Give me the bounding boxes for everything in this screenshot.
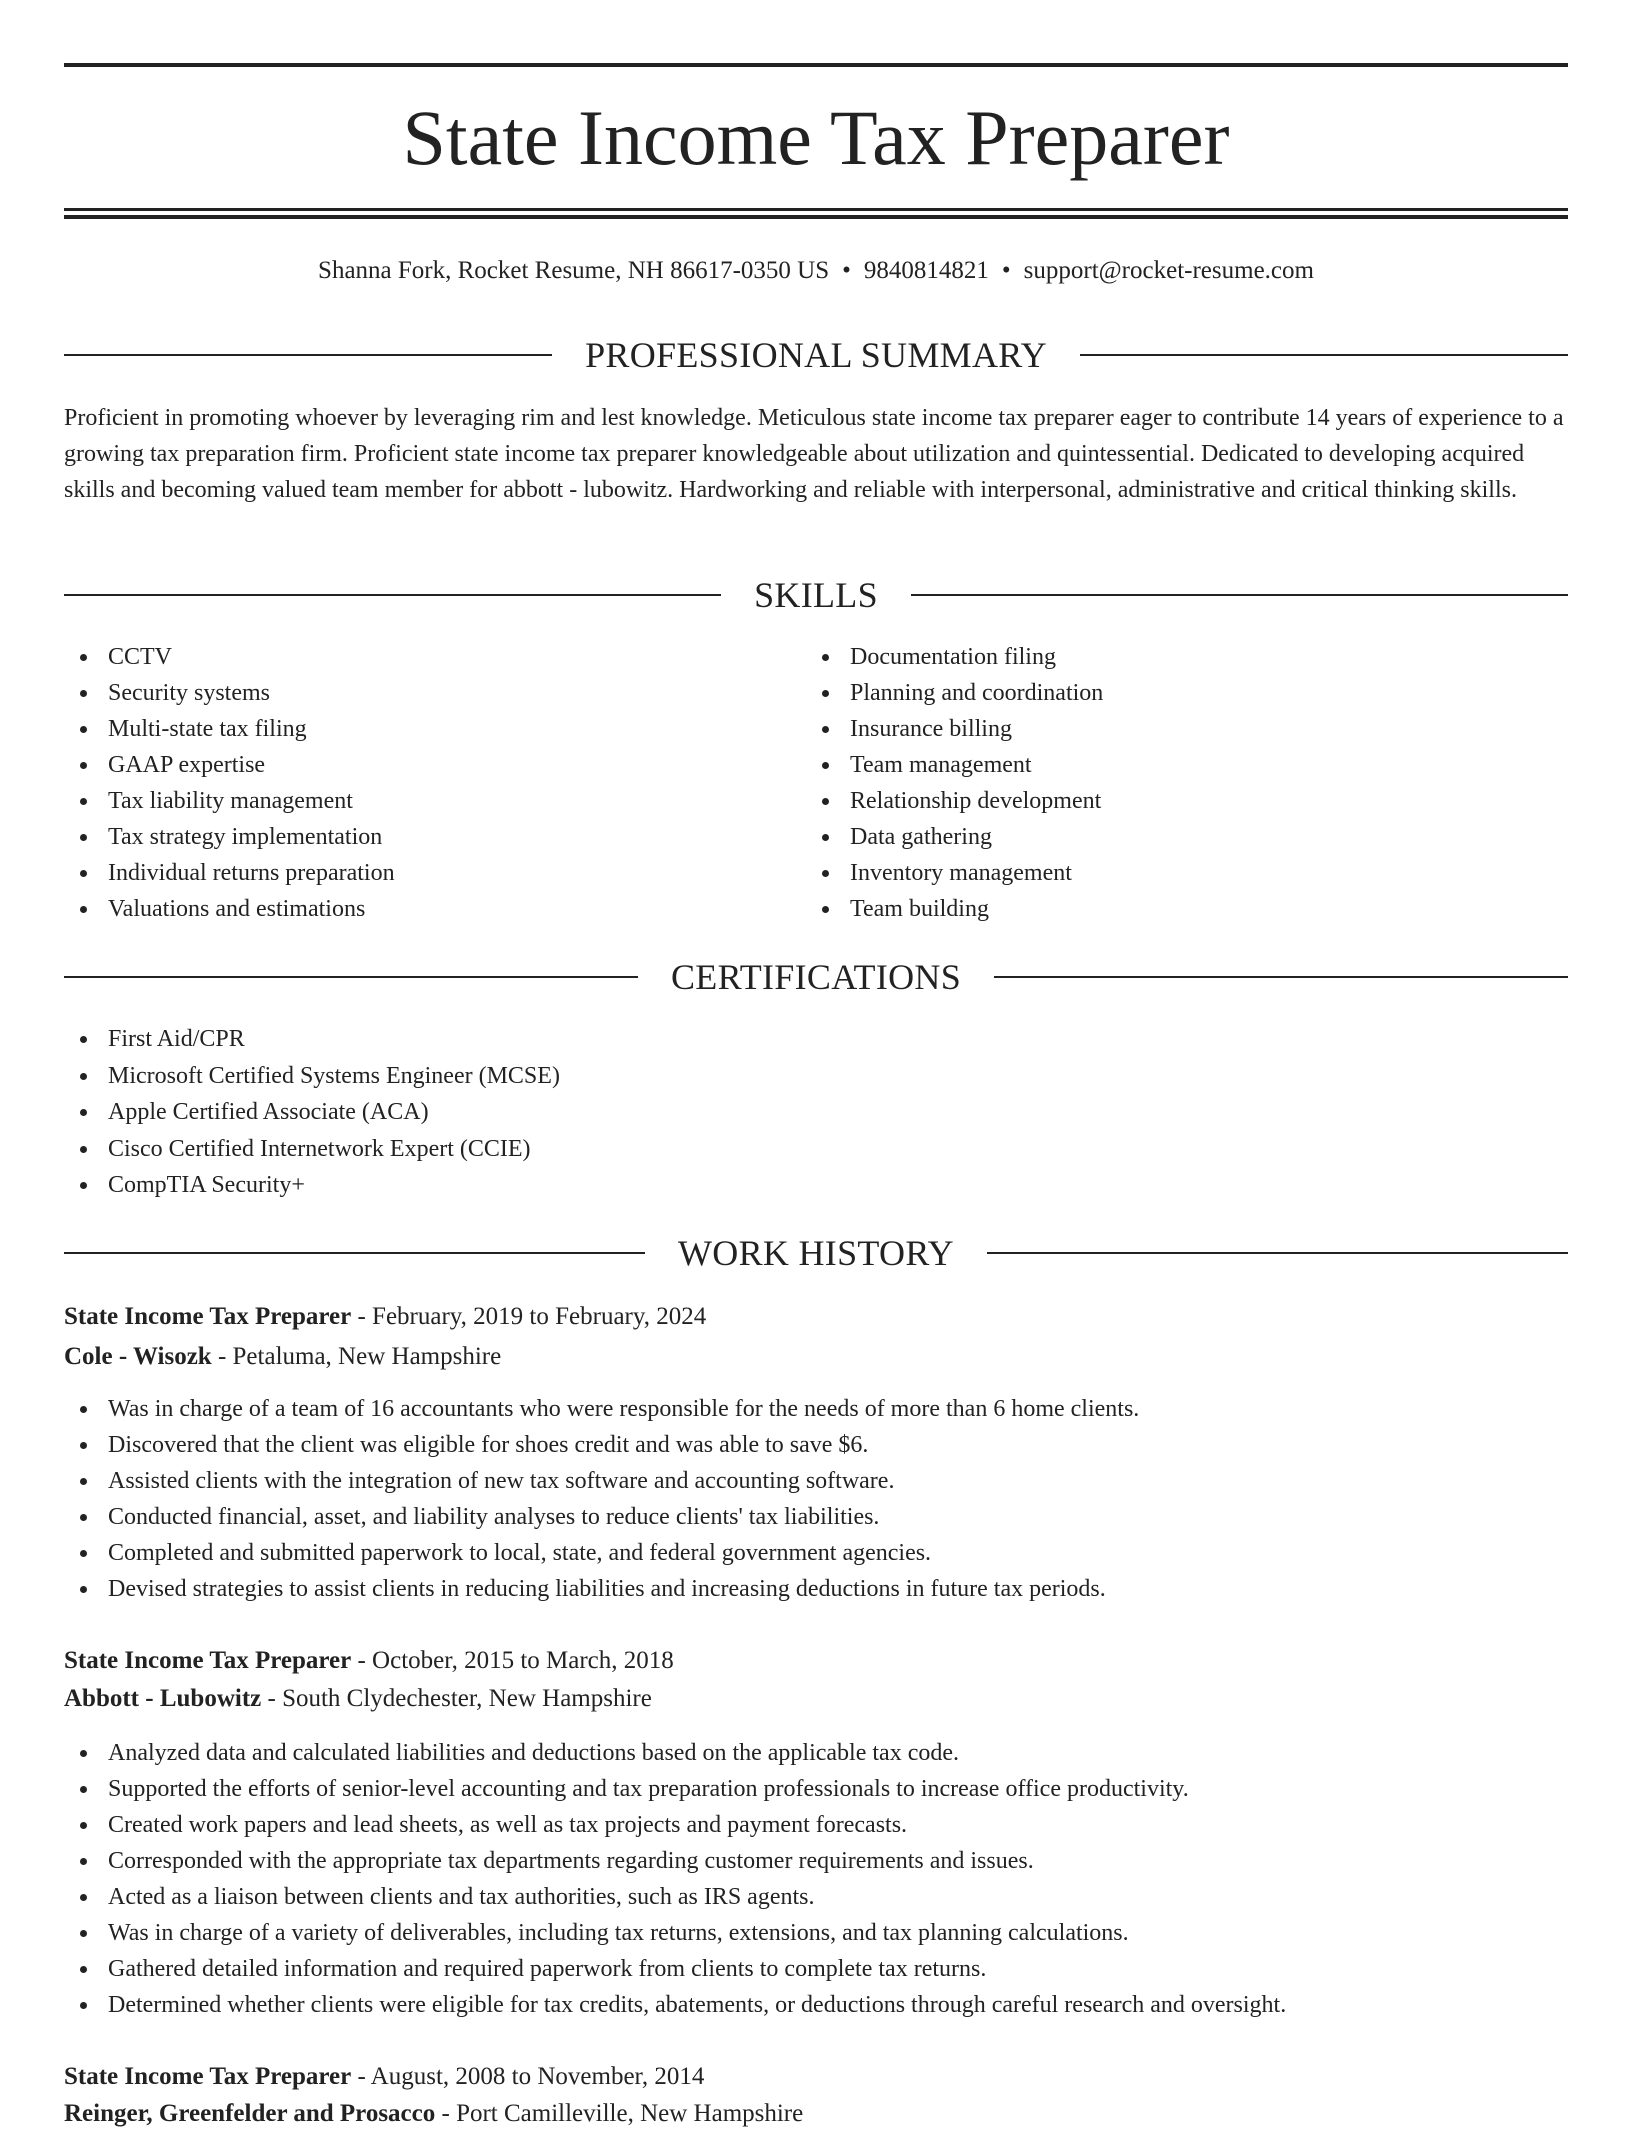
contact-email: support@rocket-resume.com xyxy=(1023,257,1314,284)
heading-rule-left xyxy=(64,354,552,356)
skill-item: CCTV xyxy=(64,639,764,675)
heading-rule-right xyxy=(1080,354,1568,356)
skill-item: Relationship development xyxy=(806,783,1506,819)
skill-item: Team building xyxy=(806,891,1506,927)
job-company-line xyxy=(64,1340,1568,1374)
skill-item: Data gathering xyxy=(806,819,1506,855)
job-bullet: Completed and submitted paperwork to local, state, and federal government agencies. xyxy=(64,1535,1568,1571)
skills-list-right xyxy=(806,639,1506,927)
heading-rule-left xyxy=(64,594,721,596)
job-company: Abbott - Lubowitz xyxy=(64,1685,262,1712)
certification-item: Cisco Certified Internetwork Expert (CCIE) xyxy=(64,1131,1568,1168)
job-title: State Income Tax Preparer xyxy=(64,2063,352,2090)
job-location: - Petaluma, New Hampshire xyxy=(217,1343,502,1370)
job-bullet: Was in charge of a variety of deliverables, including tax returns, extensions, and tax planning calculations. xyxy=(64,1915,1568,1951)
contact-line xyxy=(64,254,1568,288)
skill-item: Security systems xyxy=(64,675,764,711)
heading-rule-left xyxy=(64,976,638,978)
summary-heading-label: PROFESSIONAL SUMMARY xyxy=(585,335,1047,375)
certifications-list xyxy=(64,1021,1568,1204)
heading-rule-right xyxy=(987,1252,1568,1254)
job-bullet-list xyxy=(64,1735,1568,2023)
contact-separator: • xyxy=(842,257,851,284)
job-location: - South Clydechester, New Hampshire xyxy=(267,1685,652,1712)
job-dates: - February, 2019 to February, 2024 xyxy=(357,1303,707,1330)
job-dates: - August, 2008 to November, 2014 xyxy=(357,2063,705,2090)
skills-section-heading xyxy=(64,573,1568,617)
skill-item: Inventory management xyxy=(806,855,1506,891)
job-bullet-list xyxy=(64,1391,1568,1607)
job-location: - Port Camilleville, New Hampshire xyxy=(441,2100,804,2127)
skill-item: Valuations and estimations xyxy=(64,891,764,927)
skill-item: Tax strategy implementation xyxy=(64,819,764,855)
job-bullet: Supported the efforts of senior-level accounting and tax preparation professionals to increase office productivity. xyxy=(64,1771,1568,1807)
job-title-line xyxy=(64,2060,1568,2094)
certification-item: Microsoft Certified Systems Engineer (MCSE) xyxy=(64,1058,1568,1095)
header-top-rule xyxy=(64,63,1568,67)
job-bullet: Corresponded with the appropriate tax departments regarding customer requirements and issues. xyxy=(64,1843,1568,1879)
job-title-line xyxy=(64,1644,1568,1678)
work-history-section-heading xyxy=(64,1231,1568,1275)
job-title: State Income Tax Preparer xyxy=(64,1647,352,1674)
job-dates: - October, 2015 to March, 2018 xyxy=(357,1647,674,1674)
work-history-heading-label: WORK HISTORY xyxy=(678,1233,954,1273)
job-bullet: Assisted clients with the integration of new tax software and accounting software. xyxy=(64,1463,1568,1499)
skill-item: Tax liability management xyxy=(64,783,764,819)
skills-list-left xyxy=(64,639,764,927)
job-company: Cole - Wisozk xyxy=(64,1343,212,1370)
header-double-rule-upper xyxy=(64,208,1568,211)
skill-item: Planning and coordination xyxy=(806,675,1506,711)
skills-heading-label: SKILLS xyxy=(754,575,878,615)
job-title: State Income Tax Preparer xyxy=(64,1303,352,1330)
skill-item: Individual returns preparation xyxy=(64,855,764,891)
contact-address: Shanna Fork, Rocket Resume, NH 86617-0350 US xyxy=(318,257,830,284)
certifications-heading-label: CERTIFICATIONS xyxy=(670,957,962,997)
header-double-rule-lower xyxy=(64,215,1568,219)
job-bullet: Discovered that the client was eligible for shoes credit and was able to save $6. xyxy=(64,1427,1568,1463)
job-company-line xyxy=(64,2097,1568,2131)
job-bullet: Determined whether clients were eligible for tax credits, abatements, or deductions through careful research and oversight. xyxy=(64,1987,1568,2023)
heading-rule-right xyxy=(911,594,1568,596)
resume-title: State Income Tax Preparer xyxy=(402,94,1230,181)
contact-phone: 9840814821 xyxy=(863,257,989,284)
job-bullet: Was in charge of a team of 16 accountants who were responsible for the needs of more than 6 home clients. xyxy=(64,1391,1568,1427)
job-company: Reinger, Greenfelder and Prosacco xyxy=(64,2100,436,2127)
skill-item: GAAP expertise xyxy=(64,747,764,783)
summary-section-heading xyxy=(64,333,1568,377)
skill-item: Team management xyxy=(806,747,1506,783)
skill-item: Insurance billing xyxy=(806,711,1506,747)
heading-rule-left xyxy=(64,1252,645,1254)
certification-item: Apple Certified Associate (ACA) xyxy=(64,1094,1568,1131)
job-bullet: Analyzed data and calculated liabilities and deductions based on the applicable tax code. xyxy=(64,1735,1568,1771)
summary-text: Proficient in promoting whoever by leveraging rim and lest knowledge. Meticulous state income tax preparer eager to contribute 14 years of experience to a growing tax preparation firm. Proficient state income tax preparer knowledgeable about utilization and quintessential. Dedicated to developing acquired skills and becoming valued team member for abbott - lubowitz. Hardworking and reliable with interpersonal, administrative and critical thinking skills. xyxy=(64,405,1564,503)
certification-item: CompTIA Security+ xyxy=(64,1167,1568,1204)
skill-item: Multi-state tax filing xyxy=(64,711,764,747)
skill-item: Documentation filing xyxy=(806,639,1506,675)
certifications-section-heading xyxy=(64,955,1568,999)
job-bullet: Conducted financial, asset, and liability analyses to reduce clients' tax liabilities. xyxy=(64,1499,1568,1535)
job-bullet: Acted as a liaison between clients and tax authorities, such as IRS agents. xyxy=(64,1879,1568,1915)
certification-item: First Aid/CPR xyxy=(64,1021,1568,1058)
job-title-line xyxy=(64,1300,1568,1334)
heading-rule-right xyxy=(994,976,1568,978)
job-bullet: Created work papers and lead sheets, as well as tax projects and payment forecasts. xyxy=(64,1807,1568,1843)
job-company-line xyxy=(64,1682,1568,1716)
contact-separator: • xyxy=(1001,257,1011,284)
job-bullet: Gathered detailed information and required paperwork from clients to complete tax returns. xyxy=(64,1951,1568,1987)
job-bullet: Devised strategies to assist clients in reducing liabilities and increasing deductions in future tax periods. xyxy=(64,1571,1568,1607)
